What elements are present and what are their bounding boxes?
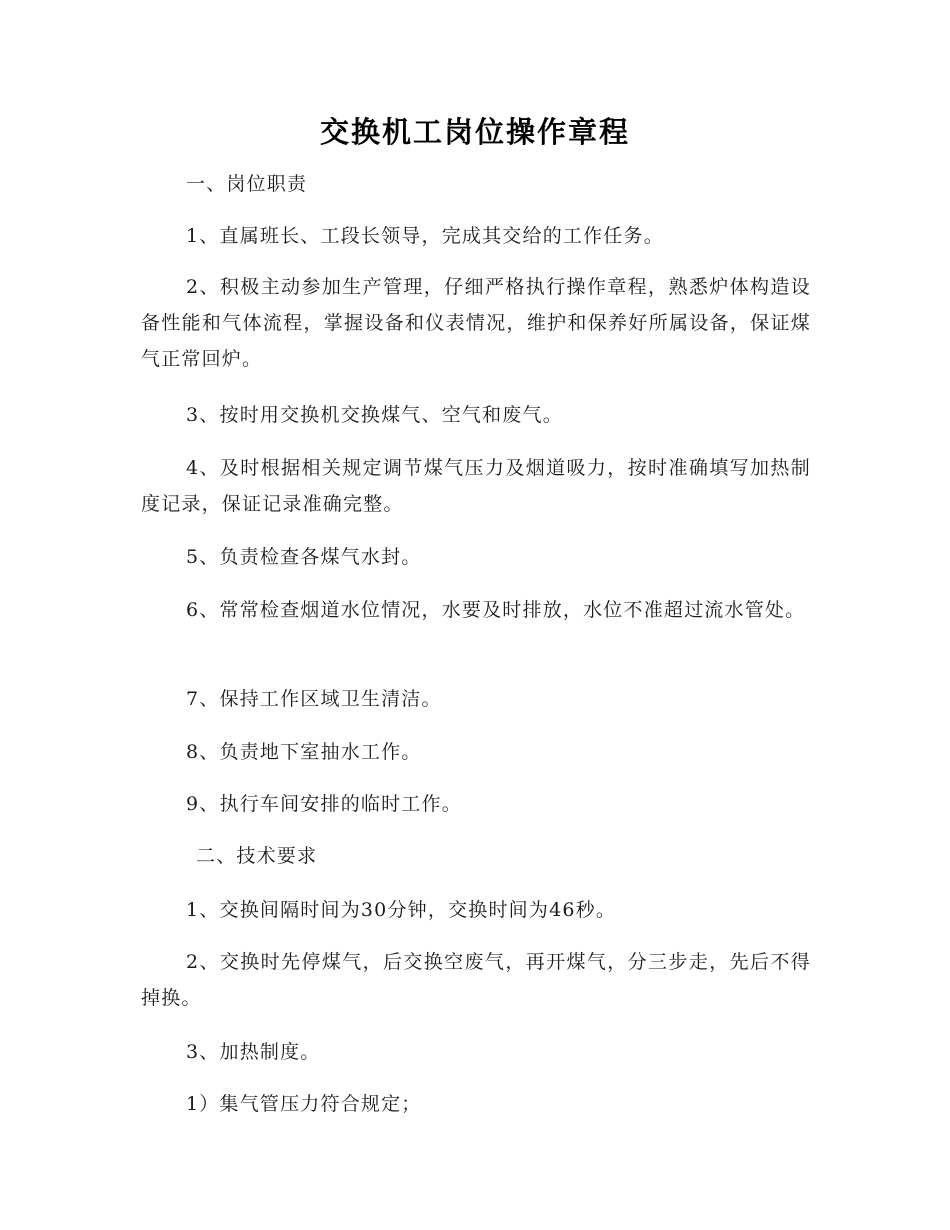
duty-item-8: 8、负责地下室抽水工作。: [186, 741, 422, 763]
tech-item-1: 1、交换间隔时间为30分钟，交换时间为46秒。: [186, 899, 617, 921]
duty-item-1: 1、直属班长、工段长领导，完成其交给的工作任务。: [186, 225, 664, 247]
document-title: 交换机工岗位操作章程: [319, 115, 630, 149]
duty-item-4: 4、及时根据相关规定调节煤气压力及烟道吸力，按时准确填写加热制度记录，保证记录准确完整。: [141, 457, 811, 515]
duty-item-2: 2、积极主动参加生产管理，仔细严格执行操作章程，熟悉炉体构造设备性能和气体流程，掌握设备和仪表情况，维护和保养好所属设备，保证煤气正常回炉。: [141, 276, 811, 370]
section-heading-duties: 一、岗位职责: [186, 173, 308, 195]
duty-item-6: 6、常常检查烟道水位情况，水要及时排放，水位不准超过流水管处。: [186, 599, 806, 621]
tech-item-3: 3、加热制度。: [186, 1041, 321, 1063]
tech-item-2: 2、交换时先停煤气，后交换空废气，再开煤气，分三步走，先后不得掉换。: [141, 951, 811, 1009]
section-heading-technical: 二、技术要求: [196, 845, 318, 867]
tech-subitem-1: 1）集气管压力符合规定；: [186, 1093, 422, 1115]
duty-item-7: 7、保持工作区域卫生清洁。: [186, 688, 442, 710]
duty-item-5: 5、负责检查各煤气水封。: [186, 546, 422, 568]
duty-item-9: 9、执行车间安排的临时工作。: [186, 793, 462, 815]
duty-item-3: 3、按时用交换机交换煤气、空气和废气。: [186, 404, 563, 426]
